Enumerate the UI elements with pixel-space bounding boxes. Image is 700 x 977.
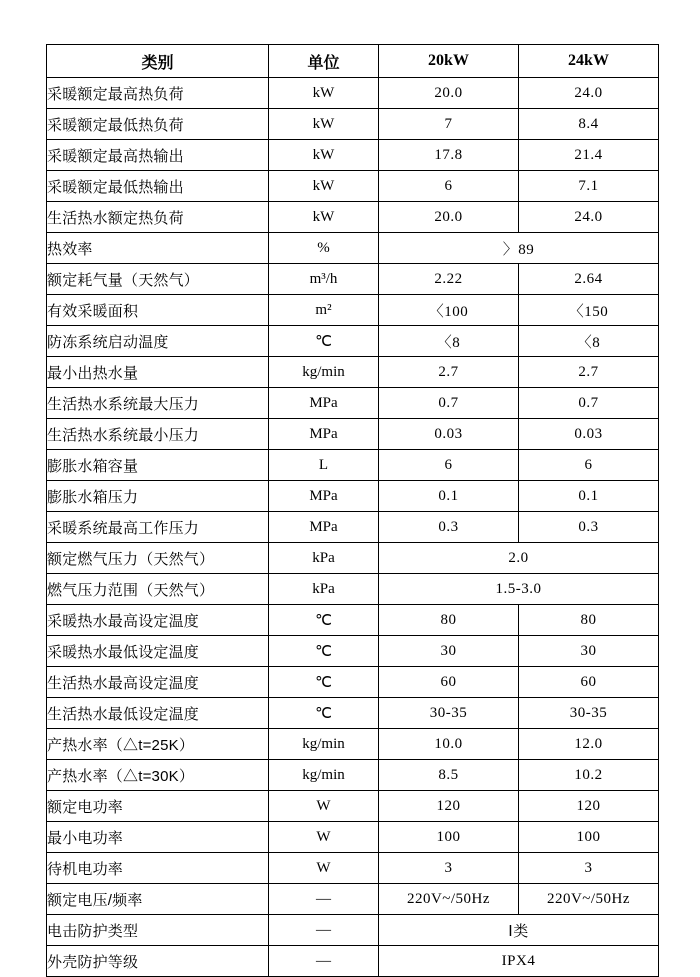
row-value-20kw: 100 [379,822,519,853]
row-category: 采暖额定最低热输出 [47,171,269,202]
row-unit: ℃ [269,636,379,667]
row-value-20kw: 60 [379,667,519,698]
row-value-20kw: 6 [379,171,519,202]
row-unit: — [269,915,379,946]
row-value-20kw: 0.1 [379,481,519,512]
table-row [47,884,659,915]
row-value-20kw: 6 [379,450,519,481]
row-unit: ℃ [269,698,379,729]
row-category: 采暖额定最高热负荷 [47,78,269,109]
table-row [47,388,659,419]
row-value-24kw: 220V~/50Hz [519,884,659,915]
row-category: 生活热水额定热负荷 [47,202,269,233]
row-unit: W [269,822,379,853]
row-value-20kw: 2.22 [379,264,519,295]
row-category: 热效率 [47,233,269,264]
row-value-24kw: 100 [519,822,659,853]
row-category: 采暖热水最低设定温度 [47,636,269,667]
row-unit: ℃ [269,667,379,698]
row-value-24kw: 2.64 [519,264,659,295]
row-unit: kg/min [269,357,379,388]
row-value-24kw: 8.4 [519,109,659,140]
table-row [47,946,659,977]
row-unit: MPa [269,512,379,543]
row-value-20kw: 30 [379,636,519,667]
row-value-shared: IPX4 [379,946,659,977]
row-unit: L [269,450,379,481]
row-value-24kw: 0.03 [519,419,659,450]
row-value-24kw: 120 [519,791,659,822]
row-value-24kw: 〈150 [519,295,659,326]
table-row [47,109,659,140]
table-row [47,419,659,450]
row-value-24kw: 0.3 [519,512,659,543]
row-unit: MPa [269,419,379,450]
table-row [47,698,659,729]
header-model-20kw: 20kW [379,45,519,78]
row-category: 生活热水系统最大压力 [47,388,269,419]
table-row [47,574,659,605]
row-category: 电击防护类型 [47,915,269,946]
row-value-24kw: 0.1 [519,481,659,512]
row-category: 采暖热水最高设定温度 [47,605,269,636]
row-category: 有效采暖面积 [47,295,269,326]
row-value-24kw: 21.4 [519,140,659,171]
row-value-24kw: 12.0 [519,729,659,760]
table-row [47,295,659,326]
row-unit: m² [269,295,379,326]
header-model-24kw: 24kW [519,45,659,78]
table-row [47,357,659,388]
row-value-shared: 2.0 [379,543,659,574]
row-unit: ℃ [269,326,379,357]
row-value-24kw: 30-35 [519,698,659,729]
row-category: 额定电压/频率 [47,884,269,915]
row-category: 防冻系统启动温度 [47,326,269,357]
table-row [47,78,659,109]
table-row [47,760,659,791]
row-value-24kw: 7.1 [519,171,659,202]
header-category: 类别 [47,45,269,78]
table-row [47,512,659,543]
row-value-20kw: 0.7 [379,388,519,419]
row-unit: m³/h [269,264,379,295]
table-row [47,729,659,760]
row-unit: kPa [269,543,379,574]
row-unit: kPa [269,574,379,605]
row-category: 产热水率（△t=30K） [47,760,269,791]
row-category: 生活热水系统最小压力 [47,419,269,450]
row-value-20kw: 17.8 [379,140,519,171]
row-value-20kw: 10.0 [379,729,519,760]
row-value-20kw: 30-35 [379,698,519,729]
row-value-20kw: 20.0 [379,202,519,233]
row-category: 最小电功率 [47,822,269,853]
row-value-24kw: 0.7 [519,388,659,419]
table-row [47,853,659,884]
table-row [47,543,659,574]
row-value-20kw: 120 [379,791,519,822]
table-header-row [47,45,659,78]
table-row [47,264,659,295]
row-category: 燃气压力范围（天然气） [47,574,269,605]
row-value-20kw: 20.0 [379,78,519,109]
row-value-shared: 〉89 [379,233,659,264]
row-value-shared: Ⅰ类 [379,915,659,946]
row-value-20kw: 3 [379,853,519,884]
row-category: 采暖额定最高热输出 [47,140,269,171]
row-unit: kW [269,109,379,140]
row-value-24kw: 10.2 [519,760,659,791]
row-value-24kw: 24.0 [519,78,659,109]
row-category: 额定耗气量（天然气） [47,264,269,295]
header-unit: 单位 [269,45,379,78]
row-unit: — [269,946,379,977]
row-unit: kW [269,171,379,202]
row-value-24kw: 〈8 [519,326,659,357]
row-unit: — [269,884,379,915]
row-unit: MPa [269,481,379,512]
row-category: 外壳防护等级 [47,946,269,977]
row-category: 产热水率（△t=25K） [47,729,269,760]
row-unit: W [269,791,379,822]
row-value-24kw: 2.7 [519,357,659,388]
row-category: 生活热水最高设定温度 [47,667,269,698]
specification-table [46,44,659,977]
row-value-24kw: 3 [519,853,659,884]
table-row [47,605,659,636]
table-row [47,822,659,853]
row-category: 待机电功率 [47,853,269,884]
row-value-20kw: 〈8 [379,326,519,357]
table-row [47,140,659,171]
table-row [47,791,659,822]
row-unit: ℃ [269,605,379,636]
table-row [47,481,659,512]
row-value-20kw: 〈100 [379,295,519,326]
table-row [47,636,659,667]
row-unit: MPa [269,388,379,419]
row-value-24kw: 24.0 [519,202,659,233]
row-value-shared: 1.5-3.0 [379,574,659,605]
table-row [47,171,659,202]
table-row [47,326,659,357]
row-value-24kw: 60 [519,667,659,698]
row-value-20kw: 7 [379,109,519,140]
row-unit: W [269,853,379,884]
table-row [47,667,659,698]
row-value-20kw: 0.3 [379,512,519,543]
row-value-20kw: 0.03 [379,419,519,450]
row-category: 额定燃气压力（天然气） [47,543,269,574]
row-value-20kw: 8.5 [379,760,519,791]
row-value-24kw: 6 [519,450,659,481]
row-unit: kW [269,78,379,109]
row-value-20kw: 220V~/50Hz [379,884,519,915]
row-unit: kW [269,202,379,233]
row-unit: kW [269,140,379,171]
row-unit: % [269,233,379,264]
row-value-20kw: 80 [379,605,519,636]
row-value-24kw: 80 [519,605,659,636]
row-category: 膨胀水箱容量 [47,450,269,481]
table-row [47,233,659,264]
row-value-24kw: 30 [519,636,659,667]
row-unit: kg/min [269,760,379,791]
row-value-20kw: 2.7 [379,357,519,388]
row-category: 膨胀水箱压力 [47,481,269,512]
table-row [47,450,659,481]
row-category: 生活热水最低设定温度 [47,698,269,729]
row-unit: kg/min [269,729,379,760]
row-category: 额定电功率 [47,791,269,822]
table-row [47,915,659,946]
table-row [47,202,659,233]
row-category: 采暖系统最高工作压力 [47,512,269,543]
row-category: 采暖额定最低热负荷 [47,109,269,140]
row-category: 最小出热水量 [47,357,269,388]
